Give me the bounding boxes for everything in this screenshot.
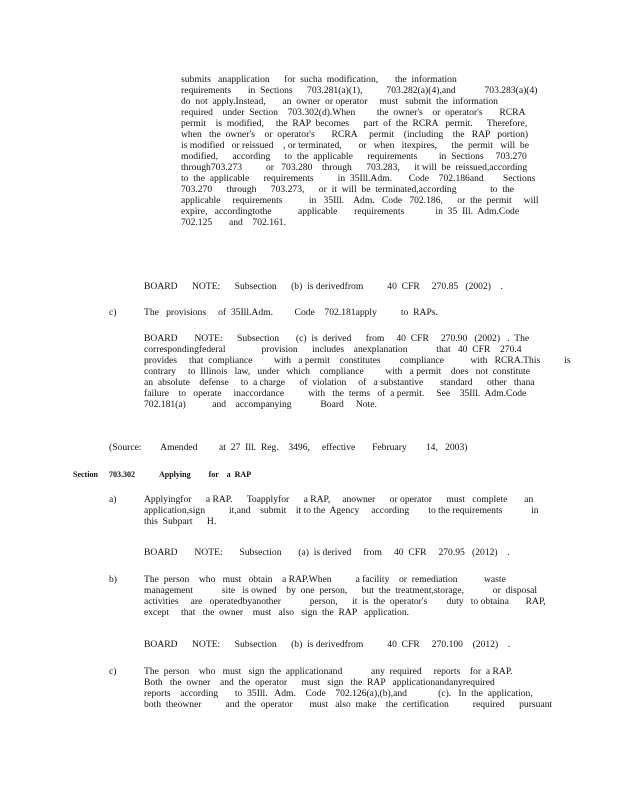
text-line: both theowner and the operator must also make the certification required pursuant <box>144 699 553 710</box>
board-note-b2: BOARD NOTE: Subsection (b) is derivedfrom 40 CFR 270.100 (2012) . <box>144 639 511 650</box>
item-text-c1: The provisions of 35Ill.Adm. Code 702.181apply to RAPs. <box>144 307 438 318</box>
text-line: requirements in Sections 703.281(a)(1), 703.282(a)(4),and 703.283(a)(4) <box>181 85 538 96</box>
section-number: 703.302 <box>109 470 135 479</box>
item-label-c1: c) <box>109 307 117 318</box>
text-line: to the applicable requirements in 35Ill.Adm. Code 702.186and Sections <box>181 173 536 184</box>
board-note-b1: BOARD NOTE: Subsection (b) is derivedfrom 40 CFR 270.85 (2002) . <box>144 281 503 292</box>
text-line: provides that compliance with a permit constitutes compliance with RCRA.This is <box>144 355 571 366</box>
item-text-c2 <box>144 666 553 710</box>
text-line: submits anapplication for sucha modification, the information <box>181 74 457 85</box>
text-line: permit is modified, the RAP becomes part of the RCRA permit. Therefore, <box>181 118 528 129</box>
text-line: is modified or reissued , or terminated, or when itexpires, the permit will be <box>181 140 529 151</box>
item-text-a <box>144 494 544 527</box>
text-line: required under Section 703.302(d).When the owner's or operator's RCRA <box>181 107 526 118</box>
text-line: applicable requirements in 35Ill. Adm. Code 702.186, or the permit will <box>181 195 539 206</box>
text-line: activities are operatedbyanother person, it is the operator's duty to obtaina RAP, <box>144 596 546 607</box>
text-line: when the owner's or operator's RCRA permit (including the RAP portion) <box>181 129 529 140</box>
intro-paragraph <box>181 74 541 228</box>
text-line: expire, accordingtothe applicable requirements in 35 Ill. Adm.Code <box>181 206 520 217</box>
section-title: Applying for a RAP <box>159 470 252 479</box>
board-note-c1 <box>144 333 571 410</box>
text-line: through703.273 or 703.280 through 703.283, it will be reissued,according <box>181 162 528 173</box>
board-note-a: BOARD NOTE: Subsection (a) is derived from 40 CFR 270.95 (2012) . <box>144 547 510 558</box>
item-text-b <box>144 574 544 618</box>
text-line: an absolute defense to a charge of violation of a substantive standard other thana <box>144 377 535 388</box>
item-label-c2: c) <box>109 666 117 677</box>
text-line: application,sign it,and submit it to the Agency according to the requirements in <box>144 505 539 516</box>
section-heading <box>73 469 373 481</box>
text-line: Both the owner and the operator must sign the RAP applicationandanyrequired <box>144 677 495 688</box>
text-line: correspondingfederal provision includes anexplanation that 40 CFR 270.4 <box>144 344 522 355</box>
text-line: modified, according to the applicable requirements in Sections 703.270 <box>181 151 527 162</box>
text-line: BOARD NOTE: Subsection (c) is derived from 40 CFR 270.90 (2002) . The <box>144 333 530 344</box>
text-line: failure to operate inaccordance with the terms of a permit. See 35Ill. Adm.Code <box>144 388 527 399</box>
text-line: Applyingfor a RAP. Toapplyfor a RAP, anowner or operator must complete an <box>144 494 534 505</box>
text-line: management site is owned by one person, but the treatment,storage, or disposal <box>144 585 538 596</box>
text-line: contrary to Illinois law, under which compliance with a permit does not constitute <box>144 366 530 377</box>
text-line: 702.181(a) and accompanying Board Note. <box>144 399 377 410</box>
text-line: 703.270 through 703.273, or it will be terminated,according to the <box>181 184 515 195</box>
text-line: The person who must obtain a RAP.When a facility or remediation waste <box>144 574 506 585</box>
text-line: reports according to 35Ill. Adm. Code 702.126(a),(b),and (c). In the application, <box>144 688 533 699</box>
text-line: The person who must sign the applicationand any required reports for a RAP. <box>144 666 513 677</box>
text-line: except that the owner must also sign the RAP application. <box>144 607 410 618</box>
text-line: 702.125 and 702.161. <box>181 217 286 228</box>
source-note: (Source: Amended at 27 Ill. Reg. 3496, effective February 14, 2003) <box>109 442 468 453</box>
section-label: Section <box>73 470 98 479</box>
item-label-a: a) <box>109 494 117 505</box>
item-label-b: b) <box>109 574 117 585</box>
text-line: this Subpart H. <box>144 516 217 527</box>
text-line: do not apply.Instead, an owner or operator must submit the information <box>181 96 498 107</box>
